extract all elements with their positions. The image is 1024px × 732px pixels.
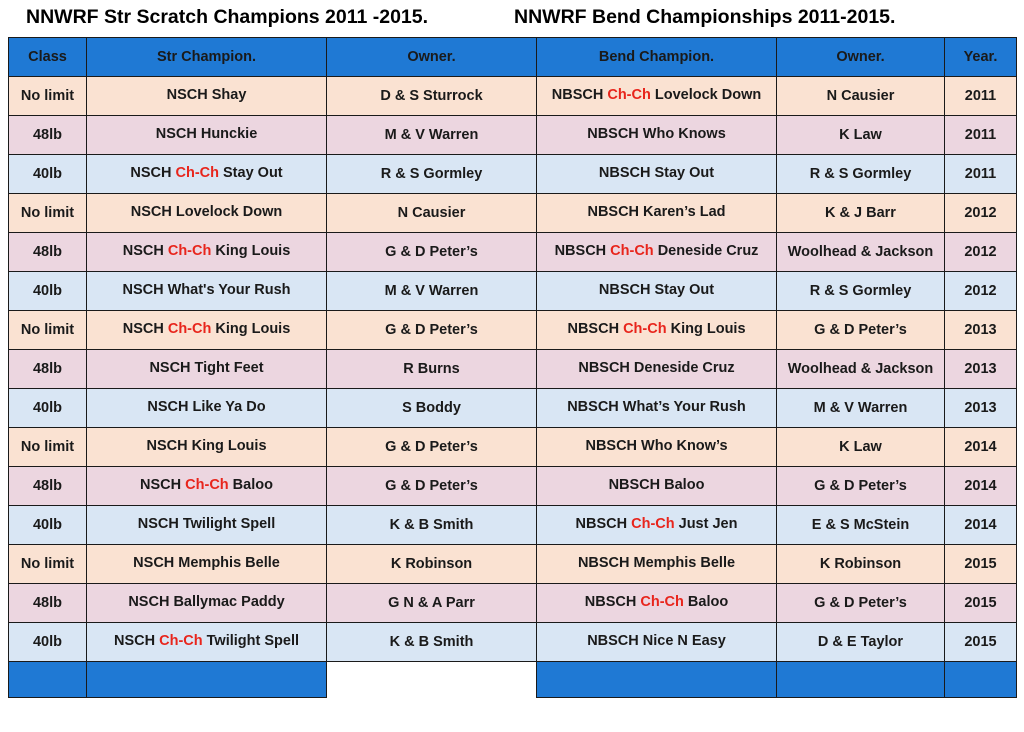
cell-owner-bend: Woolhead & Jackson bbox=[777, 350, 945, 389]
cell-year: 2015 bbox=[945, 545, 1017, 584]
table-row bbox=[9, 623, 1017, 662]
header-owner-bend: Owner. bbox=[777, 38, 945, 77]
cell-owner-str: G & D Peter’s bbox=[327, 467, 537, 506]
table-footer bbox=[9, 662, 1017, 698]
cell-bend-champion: NBSCH Memphis Belle bbox=[537, 545, 777, 584]
ch-ch-marker: Ch-Ch bbox=[640, 594, 684, 611]
title-straight-champions: NNWRF Str Scratch Champions 2011 -2015. bbox=[26, 6, 429, 28]
ch-ch-marker: Ch-Ch bbox=[167, 321, 212, 338]
cell-bend-champion: NBSCH What’s Your Rush bbox=[537, 389, 777, 428]
footer-cell-owner-bend bbox=[777, 662, 945, 698]
cell-class: 40lb bbox=[9, 272, 87, 311]
cell-class: No limit bbox=[9, 77, 87, 116]
table-row bbox=[9, 389, 1017, 428]
cell-str-champion: NSCH What's Your Rush bbox=[87, 272, 327, 311]
header-row bbox=[9, 38, 1017, 77]
cell-owner-str: R & S Gormley bbox=[327, 155, 537, 194]
cell-class: 48lb bbox=[9, 116, 87, 155]
cell-class: 40lb bbox=[9, 155, 87, 194]
cell-owner-str: G & D Peter’s bbox=[327, 428, 537, 467]
footer-cell-bend-champion bbox=[537, 662, 777, 698]
cell-bend-champion: NBSCH Karen’s Lad bbox=[537, 194, 777, 233]
table-row bbox=[9, 467, 1017, 506]
cell-str-champion: NSCH Lovelock Down bbox=[87, 194, 327, 233]
cell-year: 2013 bbox=[945, 311, 1017, 350]
table-row bbox=[9, 506, 1017, 545]
cell-str-champion: NSCH Ch-Ch King Louis bbox=[87, 233, 327, 272]
footer-cell-gap bbox=[327, 662, 537, 698]
cell-str-champion: NSCH Ch-Ch Stay Out bbox=[87, 155, 327, 194]
cell-owner-bend: M & V Warren bbox=[777, 389, 945, 428]
cell-year: 2012 bbox=[945, 194, 1017, 233]
titles-row bbox=[0, 0, 1024, 37]
cell-str-champion: NSCH Tight Feet bbox=[87, 350, 327, 389]
footer-cell-str-champion bbox=[87, 662, 327, 698]
table-row bbox=[9, 233, 1017, 272]
cell-class: 48lb bbox=[9, 584, 87, 623]
cell-class: 40lb bbox=[9, 623, 87, 662]
cell-bend-champion: NBSCH Stay Out bbox=[537, 155, 777, 194]
ch-ch-marker: Ch-Ch bbox=[159, 633, 203, 650]
cell-bend-champion: NBSCH Ch-Ch Just Jen bbox=[537, 506, 777, 545]
table-row bbox=[9, 428, 1017, 467]
cell-owner-bend: G & D Peter’s bbox=[777, 584, 945, 623]
cell-class: No limit bbox=[9, 194, 87, 233]
cell-str-champion: NSCH Ch-Ch King Louis bbox=[87, 311, 327, 350]
ch-ch-marker: Ch-Ch bbox=[185, 477, 229, 494]
cell-year: 2014 bbox=[945, 467, 1017, 506]
cell-owner-bend: K Law bbox=[777, 428, 945, 467]
cell-owner-bend: K & J Barr bbox=[777, 194, 945, 233]
table-body bbox=[9, 77, 1017, 662]
cell-year: 2014 bbox=[945, 428, 1017, 467]
ch-ch-marker: Ch-Ch bbox=[167, 243, 212, 260]
cell-owner-bend: K Robinson bbox=[777, 545, 945, 584]
cell-bend-champion: NBSCH Stay Out bbox=[537, 272, 777, 311]
ch-ch-marker: Ch-Ch bbox=[623, 321, 667, 338]
cell-class: 40lb bbox=[9, 506, 87, 545]
cell-year: 2015 bbox=[945, 584, 1017, 623]
cell-str-champion: NSCH Twilight Spell bbox=[87, 506, 327, 545]
cell-owner-bend: G & D Peter’s bbox=[777, 467, 945, 506]
table-row bbox=[9, 584, 1017, 623]
header-owner-str: Owner. bbox=[327, 38, 537, 77]
ch-ch-marker: Ch-Ch bbox=[175, 165, 219, 182]
cell-bend-champion: NBSCH Ch-Ch Lovelock Down bbox=[537, 77, 777, 116]
cell-year: 2011 bbox=[945, 155, 1017, 194]
title-bend-championships: NNWRF Bend Championships 2011-2015. bbox=[514, 6, 896, 28]
cell-owner-str: G & D Peter’s bbox=[327, 311, 537, 350]
cell-str-champion: NSCH Ballymac Paddy bbox=[87, 584, 327, 623]
cell-bend-champion: NBSCH Who Knows bbox=[537, 116, 777, 155]
cell-owner-str: K Robinson bbox=[327, 545, 537, 584]
header-bend-champion: Bend Champion. bbox=[537, 38, 777, 77]
cell-str-champion: NSCH Shay bbox=[87, 77, 327, 116]
cell-year: 2014 bbox=[945, 506, 1017, 545]
cell-class: 48lb bbox=[9, 350, 87, 389]
cell-owner-bend: G & D Peter’s bbox=[777, 311, 945, 350]
table-row bbox=[9, 77, 1017, 116]
cell-year: 2011 bbox=[945, 116, 1017, 155]
cell-str-champion: NSCH King Louis bbox=[87, 428, 327, 467]
cell-class: No limit bbox=[9, 311, 87, 350]
table-row bbox=[9, 116, 1017, 155]
cell-str-champion: NSCH Memphis Belle bbox=[87, 545, 327, 584]
header-class: Class bbox=[9, 38, 87, 77]
table-row bbox=[9, 194, 1017, 233]
cell-bend-champion: NBSCH Nice N Easy bbox=[537, 623, 777, 662]
cell-year: 2012 bbox=[945, 233, 1017, 272]
cell-str-champion: NSCH Like Ya Do bbox=[87, 389, 327, 428]
cell-class: 48lb bbox=[9, 233, 87, 272]
cell-class: No limit bbox=[9, 428, 87, 467]
cell-owner-str: M & V Warren bbox=[327, 116, 537, 155]
cell-owner-bend: Woolhead & Jackson bbox=[777, 233, 945, 272]
cell-class: 40lb bbox=[9, 389, 87, 428]
cell-owner-str: K & B Smith bbox=[327, 623, 537, 662]
table-header bbox=[9, 38, 1017, 77]
cell-owner-str: G N & A Parr bbox=[327, 584, 537, 623]
cell-owner-str: D & S Sturrock bbox=[327, 77, 537, 116]
footer-cell-year bbox=[945, 662, 1017, 698]
table-row bbox=[9, 272, 1017, 311]
cell-str-champion: NSCH Hunckie bbox=[87, 116, 327, 155]
cell-year: 2011 bbox=[945, 77, 1017, 116]
cell-bend-champion: NBSCH Ch-Ch Baloo bbox=[537, 584, 777, 623]
champions-table bbox=[8, 37, 1017, 698]
cell-bend-champion: NBSCH Deneside Cruz bbox=[537, 350, 777, 389]
table-row bbox=[9, 350, 1017, 389]
cell-str-champion: NSCH Ch-Ch Baloo bbox=[87, 467, 327, 506]
header-str-champion: Str Champion. bbox=[87, 38, 327, 77]
footer-cell-class bbox=[9, 662, 87, 698]
table-row bbox=[9, 155, 1017, 194]
ch-ch-marker: Ch-Ch bbox=[610, 243, 654, 260]
ch-ch-marker: Ch-Ch bbox=[631, 516, 675, 533]
cell-owner-str: G & D Peter’s bbox=[327, 233, 537, 272]
cell-owner-str: R Burns bbox=[327, 350, 537, 389]
cell-year: 2013 bbox=[945, 350, 1017, 389]
cell-bend-champion: NBSCH Ch-Ch King Louis bbox=[537, 311, 777, 350]
cell-class: No limit bbox=[9, 545, 87, 584]
cell-bend-champion: NBSCH Ch-Ch Deneside Cruz bbox=[537, 233, 777, 272]
ch-ch-marker: Ch-Ch bbox=[607, 87, 651, 104]
cell-year: 2012 bbox=[945, 272, 1017, 311]
cell-owner-bend: N Causier bbox=[777, 77, 945, 116]
cell-owner-str: S Boddy bbox=[327, 389, 537, 428]
cell-bend-champion: NBSCH Who Know’s bbox=[537, 428, 777, 467]
cell-owner-bend: R & S Gormley bbox=[777, 155, 945, 194]
footer-row bbox=[9, 662, 1017, 698]
cell-year: 2015 bbox=[945, 623, 1017, 662]
table-row bbox=[9, 311, 1017, 350]
cell-owner-str: M & V Warren bbox=[327, 272, 537, 311]
table-row bbox=[9, 545, 1017, 584]
cell-owner-bend: D & E Taylor bbox=[777, 623, 945, 662]
cell-owner-str: K & B Smith bbox=[327, 506, 537, 545]
cell-bend-champion: NBSCH Baloo bbox=[537, 467, 777, 506]
cell-owner-str: N Causier bbox=[327, 194, 537, 233]
cell-year: 2013 bbox=[945, 389, 1017, 428]
cell-owner-bend: E & S McStein bbox=[777, 506, 945, 545]
cell-owner-bend: K Law bbox=[777, 116, 945, 155]
cell-class: 48lb bbox=[9, 467, 87, 506]
cell-owner-bend: R & S Gormley bbox=[777, 272, 945, 311]
header-year: Year. bbox=[945, 38, 1017, 77]
cell-str-champion: NSCH Ch-Ch Twilight Spell bbox=[87, 623, 327, 662]
